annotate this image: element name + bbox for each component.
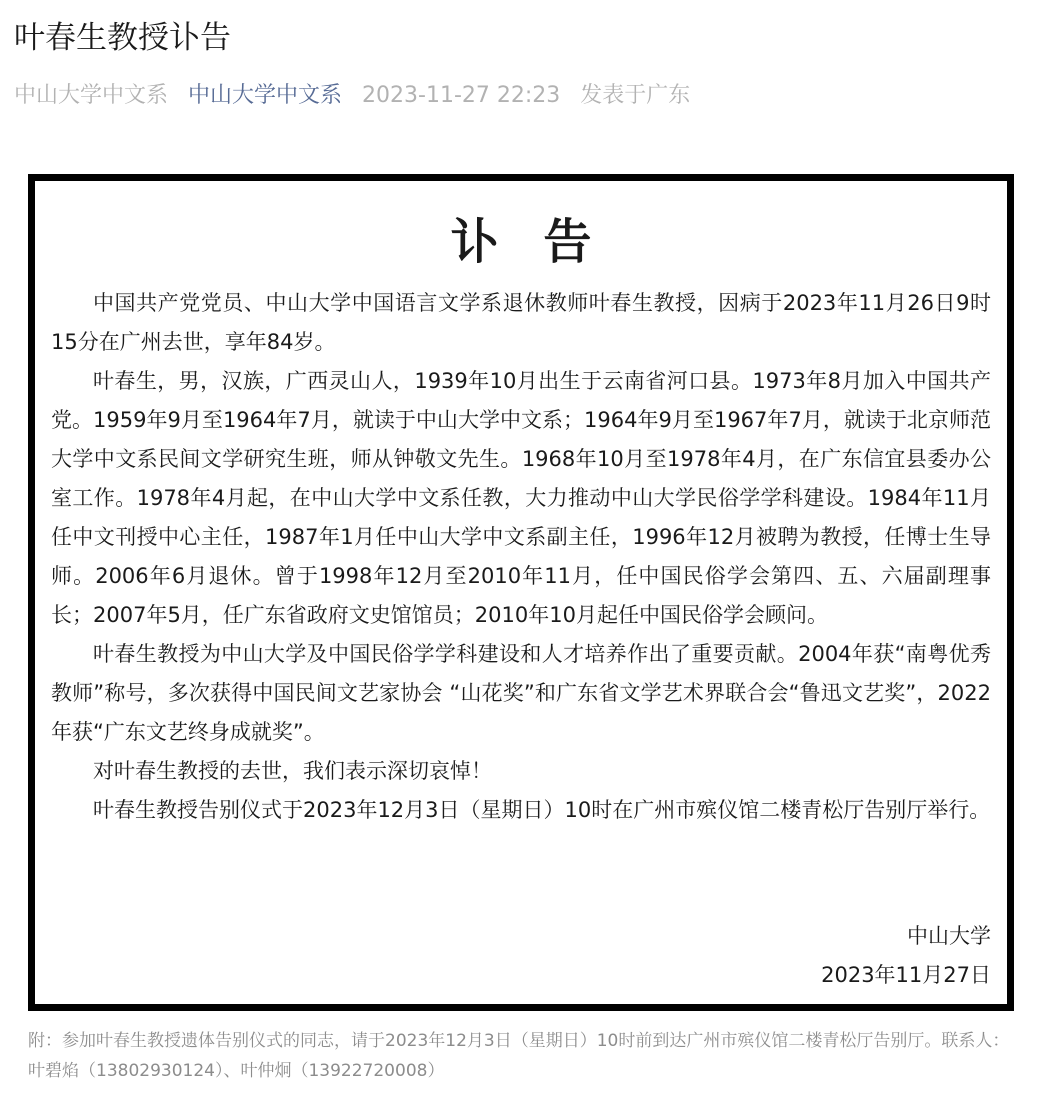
- notice-heading: 讣 告: [450, 214, 606, 270]
- notice-paragraph: 叶春生教授为中山大学及中国民俗学学科建设和人才培养作出了重要贡献。2004年获“南粤优秀教师”称号，多次获得中国民间文艺家协会 “山花奖”和广东省文学艺术界联合会“鲁迅文艺奖”，2022年获“广东文艺终身成就奖”。: [51, 642, 991, 744]
- source-label: 中山大学中文系: [14, 83, 169, 108]
- notice-signature: [821, 917, 991, 995]
- notice-paragraph: 叶春生教授告别仪式于2023年12月3日（星期日）10时在广州市殡仪馆二楼青松厅告别厅举行。: [93, 798, 991, 822]
- notice-paragraph: 对叶春生教授的去世，我们表示深切哀悼！: [93, 759, 492, 783]
- notice-paragraph: 中国共产党党员、中山大学中国语言文学系退休教师叶春生教授，因病于2023年11月26日9时15分在广州去世，享年84岁。: [51, 291, 991, 354]
- obituary-notice: [28, 174, 1014, 1011]
- article-title: 叶春生教授讣告: [14, 20, 231, 56]
- footnote: 附：参加叶春生教授遗体告别仪式的同志，请于2023年12月3日（星期日）10时前到达广州市殡仪馆二楼青松厅告别厅。联系人：叶碧焰（13802930124）、叶仲炯（13922720008）: [28, 1031, 1010, 1081]
- signature-date: 2023年11月27日: [821, 963, 991, 987]
- notice-paragraph: 叶春生，男，汉族，广西灵山人，1939年10月出生于云南省河口县。1973年8月加入中国共产党。1959年9月至1964年7月，就读于中山大学中文系；1964年9月至1967年7月，就读于北京师范大学中文系民间文学研究生班，师从钟敬文先生。1968年10月至1978年4月，在广东信宜县委办公室工作。1978年4月起，在中山大学中文系任教，大力推动中山大学民俗学学科建设。1984年11月任中文刊授中心主任，1987年1月任中山大学中文系副主任，1996年12月被聘为教授，任博士生导师。2006年6月退休。曾于1998年12月至2010年11月，任中国民俗学会第四、五、六届副理事长；2007年5月，任广东省政府文史馆馆员；2010年10月起任中国民俗学会顾问。: [51, 369, 991, 627]
- article-meta: [14, 80, 703, 112]
- publish-location: 发表于广东: [580, 83, 691, 108]
- notice-body: [51, 284, 991, 830]
- signature-org: 中山大学: [907, 924, 991, 948]
- account-name-link[interactable]: 中山大学中文系: [188, 83, 343, 108]
- publish-datetime: 2023-11-27 22:23: [362, 83, 561, 108]
